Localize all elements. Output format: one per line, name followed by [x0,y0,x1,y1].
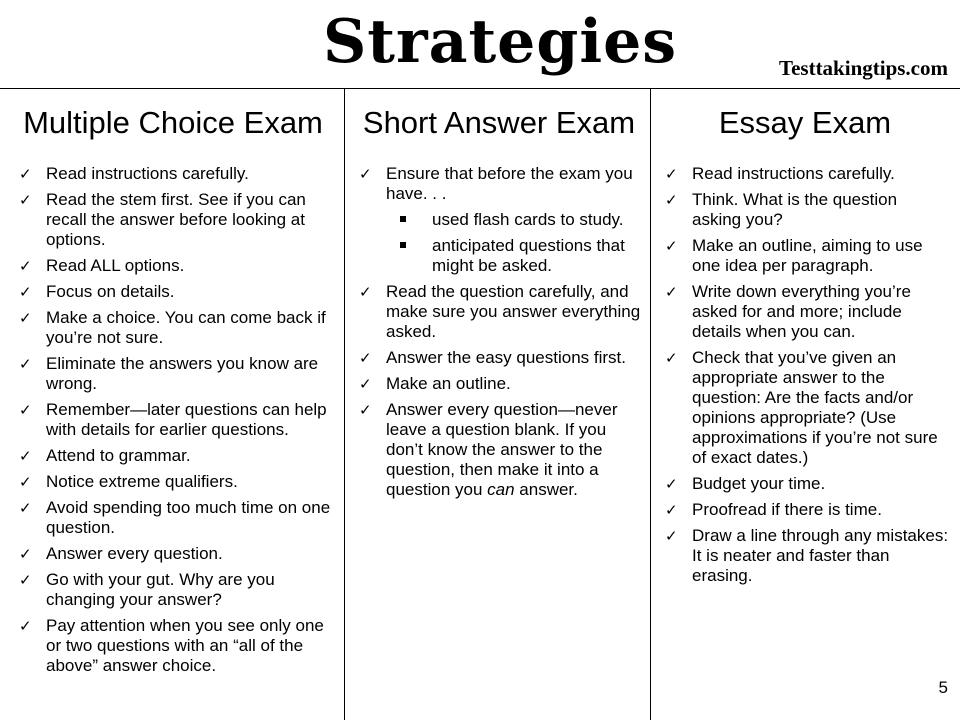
list-item-text: Draw a line through any mistakes: It is neater and faster than erasing. [692,526,949,585]
list-item [14,190,332,250]
list-item-text: Answer every question—never leave a question blank. If you don’t know the answer to the question, then make it into a question you [386,400,618,499]
list-item-text: Read the stem first. See if you can recall the answer before looking at options. [46,190,306,249]
list-item [14,472,332,492]
list-item-text: Make an outline, aiming to use one idea per paragraph. [692,236,923,275]
column-heading: Multiple Choice Exam [23,105,323,140]
list-item-text: Answer every question. [46,544,223,563]
list-item [660,500,950,520]
list-item [14,544,332,564]
list-item [14,256,332,276]
sub-list-item: used flash cards to study. [386,210,644,230]
list-item-text: Notice extreme qualifiers. [46,472,238,491]
list-item [354,348,644,368]
list-item-text: Pay attention when you see only one or two questions with an “all of the above” answer choice. [46,616,324,675]
column-multiple-choice [14,88,332,720]
column-heading: Short Answer Exam [362,105,636,140]
list-item [14,308,332,348]
column-heading: Essay Exam [718,105,892,140]
list-item [660,474,950,494]
list-item-text: Remember—later questions can help with details for earlier questions. [46,400,327,439]
list-item-text: Proofread if there is time. [692,500,882,519]
list-item [660,190,950,230]
list-item-text: Go with your gut. Why are you changing your answer? [46,570,275,609]
list-item-text: Make an outline. [386,374,511,393]
list-item-text: Focus on details. [46,282,175,301]
list-item-text: Eliminate the answers you know are wrong. [46,354,319,393]
list-item-text: Read instructions carefully. [46,164,249,183]
list-item [660,282,950,342]
list-item [660,236,950,276]
list-item-text: Write down everything you’re asked for and more; include details when you can. [692,282,911,341]
list-item [354,282,644,342]
list-item [14,354,332,394]
list-item-text: Make a choice. You can come back if you’re not sure. [46,308,326,347]
column-essay [660,88,950,720]
list-item [354,164,644,276]
list-item [14,446,332,466]
list-item [14,400,332,440]
list-item-text: Read ALL options. [46,256,185,275]
emphasis-text: can [487,480,515,499]
strategy-list [14,164,332,682]
list-item-text: Avoid spending too much time on one question. [46,498,331,537]
strategy-list [354,164,644,506]
list-item [660,526,950,586]
list-item [354,374,644,394]
list-item [354,400,644,500]
list-item-text: Attend to grammar. [46,446,191,465]
sub-list-item: anticipated questions that might be asked. [386,236,644,276]
list-item-text: Think. What is the question asking you? [692,190,898,229]
column-short-answer [354,88,644,720]
list-item [660,164,950,184]
list-item-text: Read instructions carefully. [692,164,895,183]
site-name: Testtakingtips.com [779,56,948,80]
list-item [14,616,332,676]
sub-list [386,210,644,276]
column-divider-2 [650,88,651,720]
list-item [14,164,332,184]
page-number: 5 [938,678,948,697]
list-item [14,570,332,610]
list-item-text: Check that you’ve given an appropriate answer to the question: Are the facts and/or opinions appropriate? (Use approximations if you’re not sure of exact dates.) [692,348,938,467]
list-item [660,348,950,468]
list-item [14,282,332,302]
list-item [14,498,332,538]
list-item-text: Budget your time. [692,474,826,493]
list-item-text: Ensure that before the exam you have. . . [386,164,633,203]
column-divider-1 [344,88,345,720]
list-item-text-tail: answer. [514,480,578,499]
list-item-text: Answer the easy questions first. [386,348,627,367]
list-item-text: Read the question carefully, and make sure you answer everything asked. [386,282,641,341]
page-title: Strategies [322,7,678,77]
strategy-list [660,164,950,592]
